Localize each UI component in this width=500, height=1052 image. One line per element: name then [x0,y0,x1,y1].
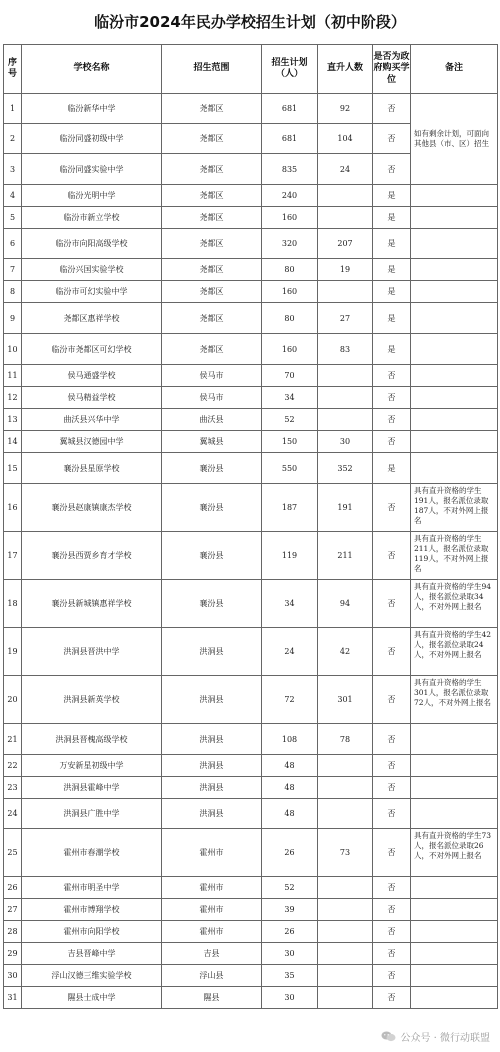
cell-direct: 191 [318,484,373,532]
cell-direct: 83 [318,334,373,365]
header-col-plan: 招生计划（人） [262,45,318,94]
cell-note [411,185,498,207]
cell-range: 尧都区 [162,124,262,154]
cell-school-name: 临汾市可幻实验中学 [22,281,162,303]
cell-school-name: 霍州市春潮学校 [22,829,162,877]
cell-no: 31 [4,987,22,1009]
cell-range: 翼城县 [162,431,262,453]
cell-note [411,877,498,899]
cell-gov: 否 [373,829,411,877]
cell-no: 10 [4,334,22,365]
cell-school-name: 浮山汉德三维实验学校 [22,965,162,987]
cell-direct [318,987,373,1009]
table-header-row [4,45,498,94]
cell-no: 23 [4,777,22,799]
cell-school-name: 洪洞县晋洪中学 [22,628,162,676]
cell-no: 8 [4,281,22,303]
cell-note [411,409,498,431]
cell-school-name: 洪洞县广胜中学 [22,799,162,829]
cell-range: 尧都区 [162,281,262,303]
cell-plan: 160 [262,207,318,229]
cell-gov: 否 [373,154,411,185]
cell-direct [318,799,373,829]
cell-plan: 80 [262,259,318,281]
cell-range: 霍州市 [162,829,262,877]
cell-note: 如有剩余计划，可面向其他县（市、区）招生 [411,94,498,185]
table-row [4,580,498,628]
table-row [4,829,498,877]
cell-gov: 否 [373,877,411,899]
table-row [4,755,498,777]
cell-note [411,365,498,387]
table-row [4,409,498,431]
table-row [4,628,498,676]
cell-note [411,987,498,1009]
cell-direct: 301 [318,676,373,724]
cell-plan: 681 [262,94,318,124]
cell-plan: 108 [262,724,318,755]
cell-note [411,387,498,409]
cell-no: 20 [4,676,22,724]
cell-note: 具有直升资格的学生301人，报名派位录取72人，不对外网上报名 [411,676,498,724]
cell-no: 5 [4,207,22,229]
cell-no: 21 [4,724,22,755]
cell-plan: 34 [262,387,318,409]
cell-school-name: 襄汾县星原学校 [22,453,162,484]
cell-plan: 187 [262,484,318,532]
header-col-gov: 是否为政府购买学位 [373,45,411,94]
cell-direct [318,207,373,229]
cell-range: 襄汾县 [162,484,262,532]
table-row [4,943,498,965]
cell-plan: 26 [262,829,318,877]
wechat-icon [381,1031,396,1042]
cell-note [411,281,498,303]
table-row [4,94,498,124]
cell-direct: 30 [318,431,373,453]
cell-note [411,755,498,777]
cell-plan: 48 [262,799,318,829]
table-row [4,387,498,409]
cell-school-name: 临汾市尧都区可幻学校 [22,334,162,365]
table-row [4,281,498,303]
cell-note [411,724,498,755]
cell-no: 26 [4,877,22,899]
cell-direct [318,365,373,387]
cell-direct [318,921,373,943]
cell-range: 尧都区 [162,229,262,259]
cell-no: 16 [4,484,22,532]
cell-school-name: 万安新星初级中学 [22,755,162,777]
table-row [4,185,498,207]
cell-direct: 94 [318,580,373,628]
cell-school-name: 霍州市博翔学校 [22,899,162,921]
cell-gov: 否 [373,124,411,154]
cell-school-name: 临汾兴国实验学校 [22,259,162,281]
watermark-text: 公众号 · 微行动联盟 [400,1033,490,1044]
table-row [4,259,498,281]
cell-no: 2 [4,124,22,154]
cell-note [411,431,498,453]
cell-school-name: 临汾同盛实验中学 [22,154,162,185]
cell-gov: 否 [373,532,411,580]
header-col-school-name: 学校名称 [22,45,162,94]
cell-gov: 是 [373,185,411,207]
cell-range: 尧都区 [162,207,262,229]
cell-school-name: 临汾新华中学 [22,94,162,124]
cell-gov: 否 [373,365,411,387]
table-row [4,799,498,829]
cell-range: 襄汾县 [162,532,262,580]
cell-gov: 否 [373,943,411,965]
cell-gov: 否 [373,94,411,124]
cell-school-name: 曲沃县兴华中学 [22,409,162,431]
cell-gov: 否 [373,431,411,453]
cell-school-name: 临汾市向阳高级学校 [22,229,162,259]
table-row [4,453,498,484]
cell-range: 霍州市 [162,899,262,921]
cell-gov: 是 [373,229,411,259]
cell-gov: 是 [373,303,411,334]
cell-range: 尧都区 [162,259,262,281]
cell-no: 22 [4,755,22,777]
cell-range: 尧都区 [162,94,262,124]
table-row [4,532,498,580]
cell-note [411,259,498,281]
cell-range: 洪洞县 [162,676,262,724]
cell-plan: 48 [262,777,318,799]
cell-school-name: 临汾同盛初级中学 [22,124,162,154]
table-row [4,877,498,899]
cell-plan: 550 [262,453,318,484]
table-row [4,777,498,799]
cell-no: 1 [4,94,22,124]
cell-direct: 78 [318,724,373,755]
cell-plan: 35 [262,965,318,987]
cell-gov: 是 [373,207,411,229]
table-row [4,334,498,365]
cell-direct: 73 [318,829,373,877]
cell-plan: 160 [262,334,318,365]
cell-plan: 150 [262,431,318,453]
cell-gov: 否 [373,484,411,532]
cell-note [411,799,498,829]
enrollment-table [3,44,498,1009]
table-row [4,676,498,724]
cell-no: 13 [4,409,22,431]
cell-school-name: 吉县晋峰中学 [22,943,162,965]
header-col-range: 招生范围 [162,45,262,94]
cell-plan: 52 [262,877,318,899]
cell-no: 4 [4,185,22,207]
cell-note [411,943,498,965]
cell-no: 6 [4,229,22,259]
cell-no: 15 [4,453,22,484]
table-row [4,365,498,387]
cell-gov: 否 [373,628,411,676]
cell-no: 12 [4,387,22,409]
cell-range: 洪洞县 [162,755,262,777]
cell-range: 曲沃县 [162,409,262,431]
header-col-direct: 直升人数 [318,45,373,94]
table-row [4,921,498,943]
cell-note [411,229,498,259]
cell-gov: 是 [373,334,411,365]
cell-note [411,453,498,484]
cell-no: 24 [4,799,22,829]
cell-plan: 30 [262,943,318,965]
cell-gov: 否 [373,921,411,943]
cell-note [411,899,498,921]
cell-plan: 240 [262,185,318,207]
cell-range: 尧都区 [162,334,262,365]
cell-no: 9 [4,303,22,334]
cell-range: 洪洞县 [162,777,262,799]
cell-direct: 27 [318,303,373,334]
cell-range: 侯马市 [162,365,262,387]
table-row [4,987,498,1009]
cell-range: 尧都区 [162,303,262,334]
cell-school-name: 霍州市向阳学校 [22,921,162,943]
cell-note [411,777,498,799]
cell-school-name: 襄汾县新城镇惠祥学校 [22,580,162,628]
cell-range: 洪洞县 [162,799,262,829]
cell-direct [318,387,373,409]
cell-gov: 是 [373,453,411,484]
cell-note [411,303,498,334]
cell-range: 吉县 [162,943,262,965]
cell-range: 尧都区 [162,185,262,207]
cell-school-name: 临汾市新立学校 [22,207,162,229]
cell-note: 具有直升资格的学生191人，报名派位录取187人，不对外网上报名 [411,484,498,532]
cell-gov: 否 [373,777,411,799]
cell-direct [318,409,373,431]
cell-plan: 39 [262,899,318,921]
cell-plan: 26 [262,921,318,943]
cell-range: 洪洞县 [162,628,262,676]
cell-school-name: 洪洞县晋槐高级学校 [22,724,162,755]
table-row [4,229,498,259]
table-body [4,94,498,1009]
cell-school-name: 霍州市明圣中学 [22,877,162,899]
table-row [4,431,498,453]
cell-gov: 否 [373,580,411,628]
cell-direct: 19 [318,259,373,281]
cell-plan: 160 [262,281,318,303]
cell-direct: 207 [318,229,373,259]
cell-gov: 否 [373,409,411,431]
cell-gov: 否 [373,965,411,987]
cell-direct [318,185,373,207]
cell-gov: 否 [373,755,411,777]
cell-plan: 34 [262,580,318,628]
table-row [4,303,498,334]
cell-note [411,965,498,987]
cell-no: 14 [4,431,22,453]
cell-note [411,921,498,943]
cell-plan: 48 [262,755,318,777]
cell-gov: 是 [373,259,411,281]
cell-plan: 835 [262,154,318,185]
cell-no: 28 [4,921,22,943]
cell-range: 侯马市 [162,387,262,409]
cell-range: 霍州市 [162,877,262,899]
cell-range: 浮山县 [162,965,262,987]
table-row [4,724,498,755]
cell-gov: 否 [373,899,411,921]
cell-direct: 42 [318,628,373,676]
cell-direct [318,877,373,899]
cell-note [411,207,498,229]
cell-plan: 80 [262,303,318,334]
cell-note [411,334,498,365]
cell-school-name: 尧都区惠祥学校 [22,303,162,334]
cell-note: 具有直升资格的学生211人，报名派位录取119人，不对外网上报名 [411,532,498,580]
table-row [4,899,498,921]
cell-no: 17 [4,532,22,580]
cell-school-name: 侯马通盛学校 [22,365,162,387]
cell-school-name: 襄汾县赵康镇康杰学校 [22,484,162,532]
cell-direct [318,281,373,303]
cell-direct: 104 [318,124,373,154]
cell-note: 具有直升资格的学生73人，报名派位录取26人，不对外网上报名 [411,829,498,877]
cell-gov: 否 [373,387,411,409]
header-col-note: 备注 [411,45,498,94]
cell-direct [318,943,373,965]
cell-note: 具有直升资格的学生42人，报名派位录取24人，不对外网上报名 [411,628,498,676]
cell-no: 25 [4,829,22,877]
cell-plan: 320 [262,229,318,259]
cell-plan: 681 [262,124,318,154]
table-row [4,207,498,229]
cell-no: 29 [4,943,22,965]
cell-direct [318,965,373,987]
cell-direct: 92 [318,94,373,124]
cell-plan: 72 [262,676,318,724]
cell-school-name: 侯马精益学校 [22,387,162,409]
cell-direct: 211 [318,532,373,580]
cell-school-name: 洪洞县新英学校 [22,676,162,724]
cell-no: 19 [4,628,22,676]
cell-gov: 否 [373,799,411,829]
cell-range: 隰县 [162,987,262,1009]
cell-plan: 24 [262,628,318,676]
cell-no: 18 [4,580,22,628]
cell-plan: 30 [262,987,318,1009]
cell-range: 尧都区 [162,154,262,185]
table-row [4,484,498,532]
cell-gov: 是 [373,281,411,303]
cell-gov: 否 [373,987,411,1009]
cell-school-name: 襄汾县西贾乡育才学校 [22,532,162,580]
cell-no: 11 [4,365,22,387]
table-row [4,965,498,987]
cell-school-name: 翼城县汉德园中学 [22,431,162,453]
page-title: 临汾市2024年民办学校招生计划（初中阶段） [94,13,406,31]
cell-no: 30 [4,965,22,987]
cell-range: 洪洞县 [162,724,262,755]
watermark [381,1029,490,1044]
cell-plan: 70 [262,365,318,387]
cell-range: 襄汾县 [162,453,262,484]
cell-plan: 52 [262,409,318,431]
header-col-no: 序号 [4,45,22,94]
cell-no: 7 [4,259,22,281]
cell-direct [318,777,373,799]
cell-range: 霍州市 [162,921,262,943]
cell-gov: 否 [373,676,411,724]
cell-gov: 否 [373,724,411,755]
cell-school-name: 隰县士成中学 [22,987,162,1009]
cell-range: 襄汾县 [162,580,262,628]
cell-school-name: 临汾光明中学 [22,185,162,207]
cell-school-name: 洪洞县霍峰中学 [22,777,162,799]
cell-direct: 352 [318,453,373,484]
cell-direct [318,899,373,921]
cell-no: 27 [4,899,22,921]
cell-direct: 24 [318,154,373,185]
cell-note: 具有直升资格的学生94人，报名派位录取34人，不对外网上报名 [411,580,498,628]
cell-direct [318,755,373,777]
cell-no: 3 [4,154,22,185]
cell-plan: 119 [262,532,318,580]
